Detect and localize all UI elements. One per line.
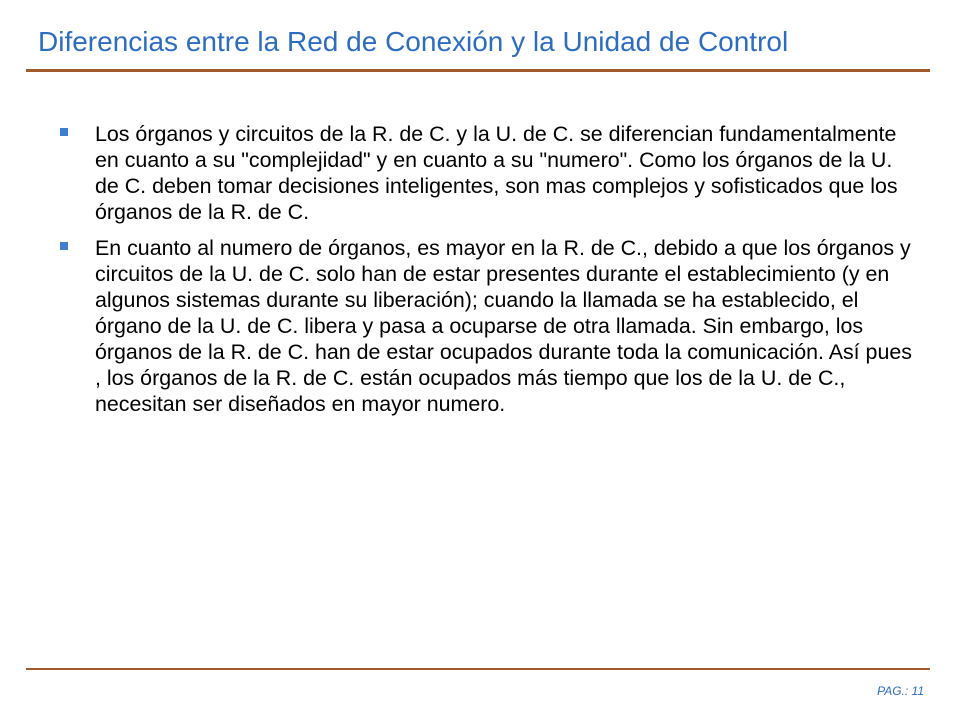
bullet-text: En cuanto al numero de órganos, es mayor en la R. de C., debido a que los órganos y circuitos de la U. de C. solo han de estar presentes durante el establecimiento (y en algunos sistemas durante su liberación); cuando la llamada se ha establecido, el órgano de la U. de C. libera y pasa a ocuparse de otra llamada. Sin embargo, los órganos de la R. de C. han de estar ocupados durante toda la comunicación. Así pues , los órganos de la R. de C. están ocupados más tiempo que los de la U. de C., necesitan ser diseñados en mayor numero. [95, 236, 912, 416]
title-divider [26, 69, 930, 72]
square-bullet-icon [60, 128, 68, 136]
bullet-item [0, 235, 916, 417]
page-number: PAG.: 11 [877, 684, 924, 698]
bullet-item [0, 121, 916, 225]
footer-divider [26, 668, 930, 670]
square-bullet-icon [60, 242, 68, 250]
slide-title: Diferencias entre la Red de Conexión y la Unidad de Control [38, 26, 789, 57]
bullet-text: Los órganos y circuitos de la R. de C. y la U. de C. se diferencian fundamentalmente en cuanto a su "complejidad" y en cuanto a su "numero". Como los órganos de la U. de C. deben tomar decisiones inteligentes, son mas complejos y sofisticados que los órganos de la R. de C. [95, 122, 898, 224]
bullet-list [0, 121, 960, 427]
